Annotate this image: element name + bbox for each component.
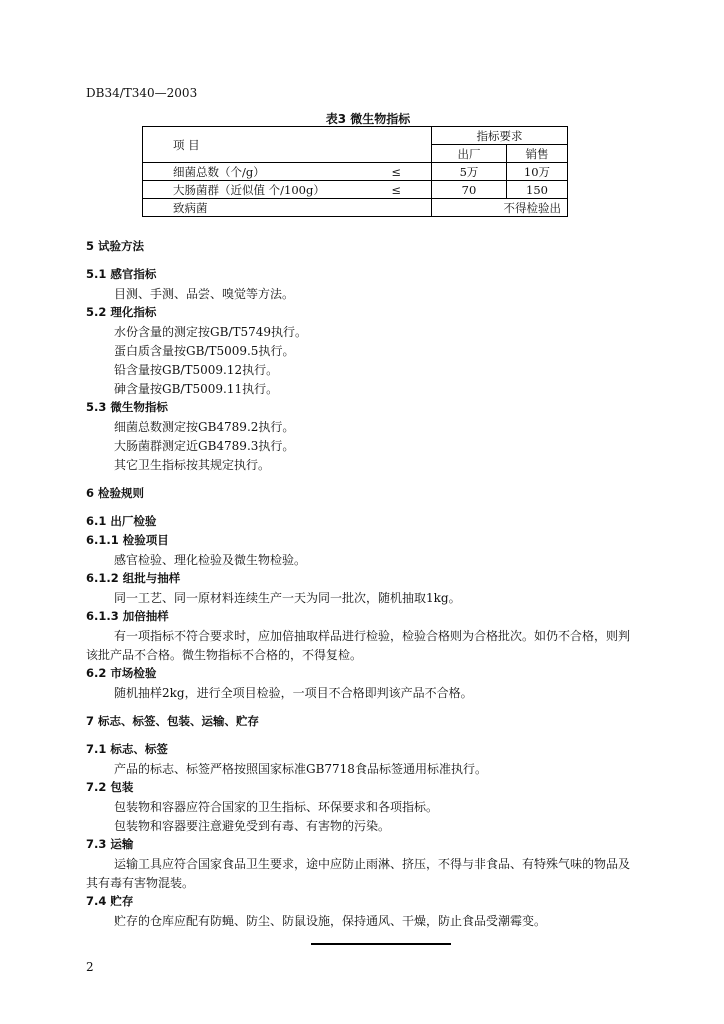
section-heading: 7.4 贮存 bbox=[86, 894, 134, 908]
row-operator: ≤ bbox=[376, 163, 431, 181]
table-row bbox=[143, 181, 568, 199]
row-pathogen-value: 不得检验出 bbox=[432, 199, 568, 217]
row-sale-value: 150 bbox=[507, 181, 568, 199]
paragraph-line: 该批产品不合格。微生物指标不合格的，不得复检。 bbox=[86, 648, 363, 662]
table-row bbox=[143, 163, 568, 181]
paragraph-line: 砷含量按GB/T5009.11执行。 bbox=[114, 382, 279, 396]
paragraph-line: 运输工具应符合国家食品卫生要求，途中应防止雨淋、挤压，不得与非食品、有特殊气味的物品及 bbox=[114, 857, 631, 871]
row-operator: ≤ bbox=[376, 181, 431, 199]
section-heading: 7.2 包装 bbox=[86, 780, 134, 794]
paragraph-line: 有一项指标不符合要求时，应加倍抽取样品进行检验，检验合格则为合格批次。如仍不合格，则判 bbox=[114, 629, 631, 643]
footer-rule bbox=[311, 943, 451, 945]
row-name: 致病菌 bbox=[143, 199, 432, 217]
row-name: 细菌总数（个/g） bbox=[143, 163, 377, 181]
table-row bbox=[143, 199, 568, 217]
table-header-sale: 销售 bbox=[507, 145, 568, 163]
paragraph-line: 目测、手测、品尝、嗅觉等方法。 bbox=[114, 287, 295, 301]
microbial-index-table bbox=[142, 126, 568, 217]
paragraph-line: 感官检验、理化检验及微生物检验。 bbox=[114, 553, 307, 567]
section-heading: 6.1.1 检验项目 bbox=[86, 533, 169, 547]
section-heading: 6.1.3 加倍抽样 bbox=[86, 609, 169, 623]
paragraph-line: 包装物和容器应符合国家的卫生指标、环保要求和各项指标。 bbox=[114, 800, 439, 814]
row-factory-value: 70 bbox=[432, 181, 507, 199]
section-heading: 6.1.2 组批与抽样 bbox=[86, 571, 181, 585]
paragraph-line: 贮存的仓库应配有防蝇、防尘、防鼠设施，保持通风、干燥，防止食品受潮霉变。 bbox=[114, 914, 547, 928]
paragraph-line: 其它卫生指标按其规定执行。 bbox=[114, 458, 271, 472]
table-header-factory: 出厂 bbox=[432, 145, 507, 163]
section-heading: 5 试验方法 bbox=[86, 239, 145, 253]
paragraph-line: 随机抽样2kg，进行全项目检验，一项目不合格即判该产品不合格。 bbox=[114, 686, 473, 700]
table-header-requirement: 指标要求 bbox=[432, 127, 568, 145]
section-heading: 5.3 微生物指标 bbox=[86, 400, 168, 414]
paragraph-line: 包装物和容器要注意避免受到有毒、有害物的污染。 bbox=[114, 819, 391, 833]
section-heading: 6.2 市场检验 bbox=[86, 666, 157, 680]
table-header-item: 项 目 bbox=[143, 127, 432, 163]
section-heading: 7.1 标志、标签 bbox=[86, 742, 168, 756]
table-title: 表3 微生物指标 bbox=[325, 112, 411, 126]
paragraph-line: 产品的标志、标签严格按照国家标准GB7718食品标签通用标准执行。 bbox=[114, 762, 487, 776]
paragraph-line: 其有毒有害物混装。 bbox=[86, 876, 195, 890]
paragraph-line: 大肠菌群测定近GB4789.3执行。 bbox=[114, 439, 295, 453]
section-heading: 7.3 运输 bbox=[86, 837, 134, 851]
section-heading: 5.2 理化指标 bbox=[86, 305, 157, 319]
section-heading: 6 检验规则 bbox=[86, 486, 145, 500]
paragraph-line: 细菌总数测定按GB4789.2执行。 bbox=[114, 420, 295, 434]
paragraph-line: 蛋白质含量按GB/T5009.5执行。 bbox=[114, 344, 295, 358]
paragraph-line: 水份含量的测定按GB/T5749执行。 bbox=[114, 325, 307, 339]
row-sale-value: 10万 bbox=[507, 163, 568, 181]
section-heading: 6.1 出厂检验 bbox=[86, 514, 157, 528]
paragraph-line: 铅含量按GB/T5009.12执行。 bbox=[114, 363, 279, 377]
document-code: DB34/T340—2003 bbox=[86, 86, 198, 100]
paragraph-line: 同一工艺、同一原材料连续生产一天为同一批次，随机抽取1kg。 bbox=[114, 591, 461, 605]
row-factory-value: 5万 bbox=[432, 163, 507, 181]
row-name: 大肠菌群（近似值 个/100g） bbox=[143, 181, 377, 199]
page-number: 2 bbox=[86, 960, 94, 974]
section-heading: 5.1 感官指标 bbox=[86, 267, 157, 281]
section-heading: 7 标志、标签、包装、运输、贮存 bbox=[86, 714, 260, 728]
